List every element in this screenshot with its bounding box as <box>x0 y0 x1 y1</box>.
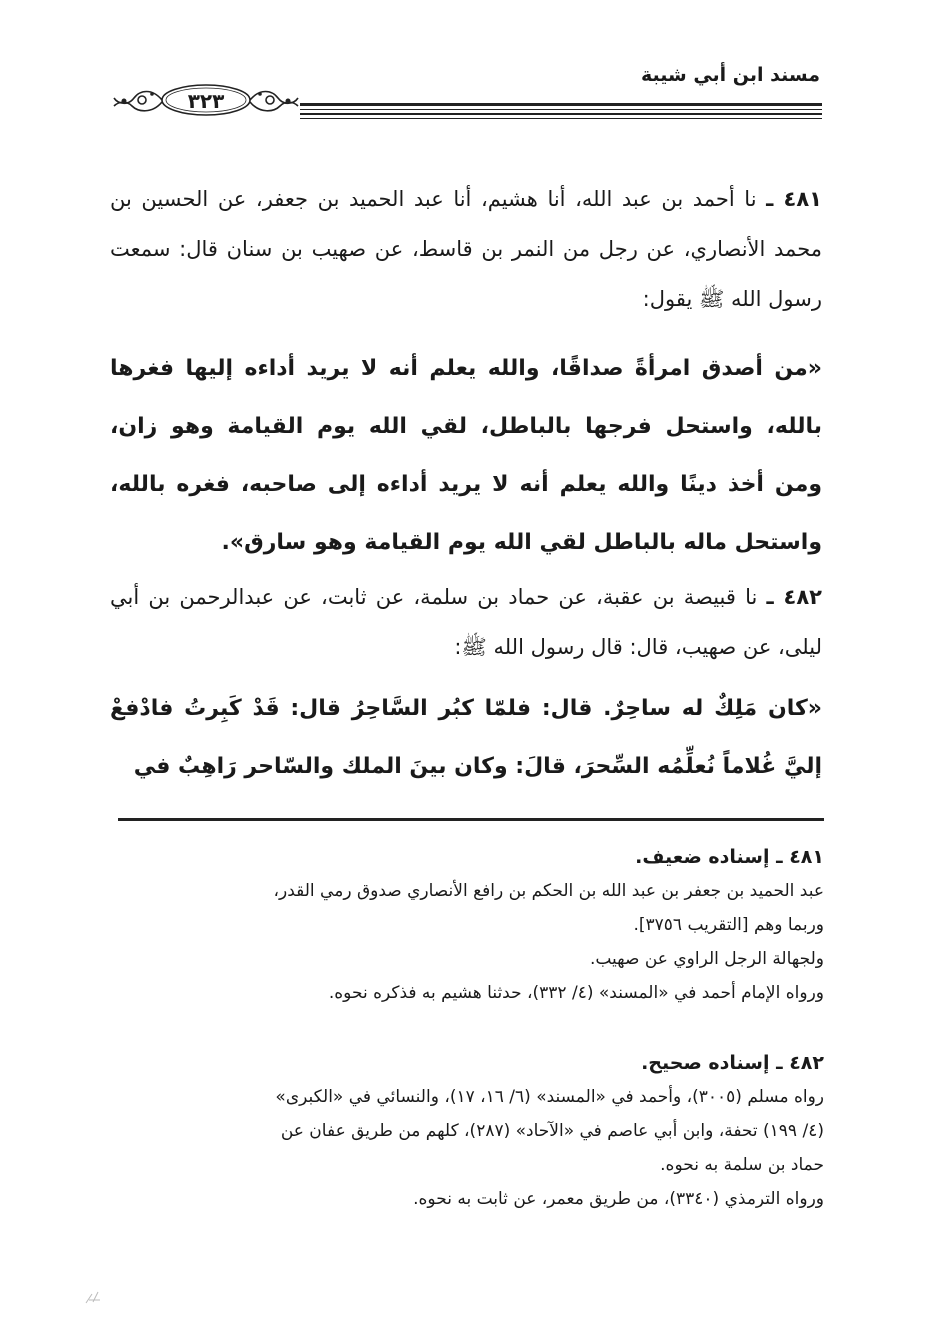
isnad-text: نا قبيصة بن عقبة، عن حماد بن سلمة، عن ثابت، عن عبدالرحمن بن أبي ليلى، عن صهيب، قال: قال رسول الله ﷺ: <box>110 585 822 659</box>
isnad-text: نا أحمد بن عبد الله، أنا هشيم، أنا عبد الحميد بن جعفر، عن الحسين بن محمد الأنصاري، عن رجل من النمر بن قاسط، عن صهيب بن سنان قال: سمعت رسول الله ﷺ يقول: <box>110 187 822 311</box>
hadith-482-chain <box>110 572 822 672</box>
footnote-separator <box>118 818 824 821</box>
hadith-number: ٤٨٢ ـ <box>766 585 822 609</box>
footnote-481 <box>118 840 824 1010</box>
footnote-line: رواه مسلم (٣٠٠٥)، وأحمد في «المسند» (٦/ ١٦، ١٧)، والنسائي في «الكبرى» <box>275 1087 824 1107</box>
footnote-line: عبد الحميد بن جعفر بن عبد الله بن الحكم بن رافع الأنصاري صدوق رمي القدر، <box>273 881 824 901</box>
page-number: ٣٢٣ <box>187 89 225 113</box>
footnote-line: ورواه الإمام أحمد في «المسند» (٤/ ٣٣٢)، حدثنا هشيم به فذكره نحوه. <box>328 983 824 1003</box>
footnote-482 <box>118 1046 824 1216</box>
footnote-line: (٤/ ١٩٩) تحفة، وابن أبي عاصم في «الآحاد» (٢٨٧)، كلهم من طريق عفان عن <box>280 1121 824 1141</box>
footnote-line: ولجهالة الرجل الراوي عن صهيب. <box>589 949 824 969</box>
hadith-482-text: «كان مَلِكٌ له ساحِرٌ. قال: فلمّا كبُر السَّاحِرُ قال: قَدْ كَبِرتُ فادْفعْ إليَّ غُلاماً نُعلِّمُه السِّحرَ، قالَ: وكان بينَ الملك والسّاحر رَاهِبٌ في <box>110 696 822 779</box>
header-rule <box>300 109 822 110</box>
hadith-481-text: «من أصدق امرأةً صداقًا، والله يعلم أنه لا يريد أداءه إليها فغرها بالله، واستحل فرجها بالباطل، لقي الله يوم القيامة وهو زان، ومن أخذ دينًا والله يعلم أنه لا يريد أداءه إلى صاحبه، فغره بالله، واستحل ماله بالباطل لقي الله يوم القيامة وهو سارق». <box>110 356 822 555</box>
header-rule <box>300 113 822 115</box>
footnote-heading: ٤٨١ ـ إسناده ضعيف. <box>635 846 824 868</box>
pencil-mark-icon <box>84 1288 104 1306</box>
header-rule <box>300 103 822 106</box>
footnote-line: حماد بن سلمة به نحوه. <box>660 1155 824 1175</box>
hadith-number: ٤٨١ ـ <box>766 187 822 211</box>
header-rule <box>300 118 822 119</box>
footnote-line: ورواه الترمذي (٣٣٤٠)، من طريق معمر، عن ثابت به نحوه. <box>413 1189 824 1209</box>
footnote-line: وربما وهم [التقريب ٣٧٥٦]. <box>633 915 824 935</box>
footnote-heading: ٤٨٢ ـ إسناده صحيح. <box>641 1052 824 1074</box>
running-header-title: مسند ابن أبي شيبة <box>640 64 820 86</box>
hadith-481-chain <box>110 174 822 324</box>
